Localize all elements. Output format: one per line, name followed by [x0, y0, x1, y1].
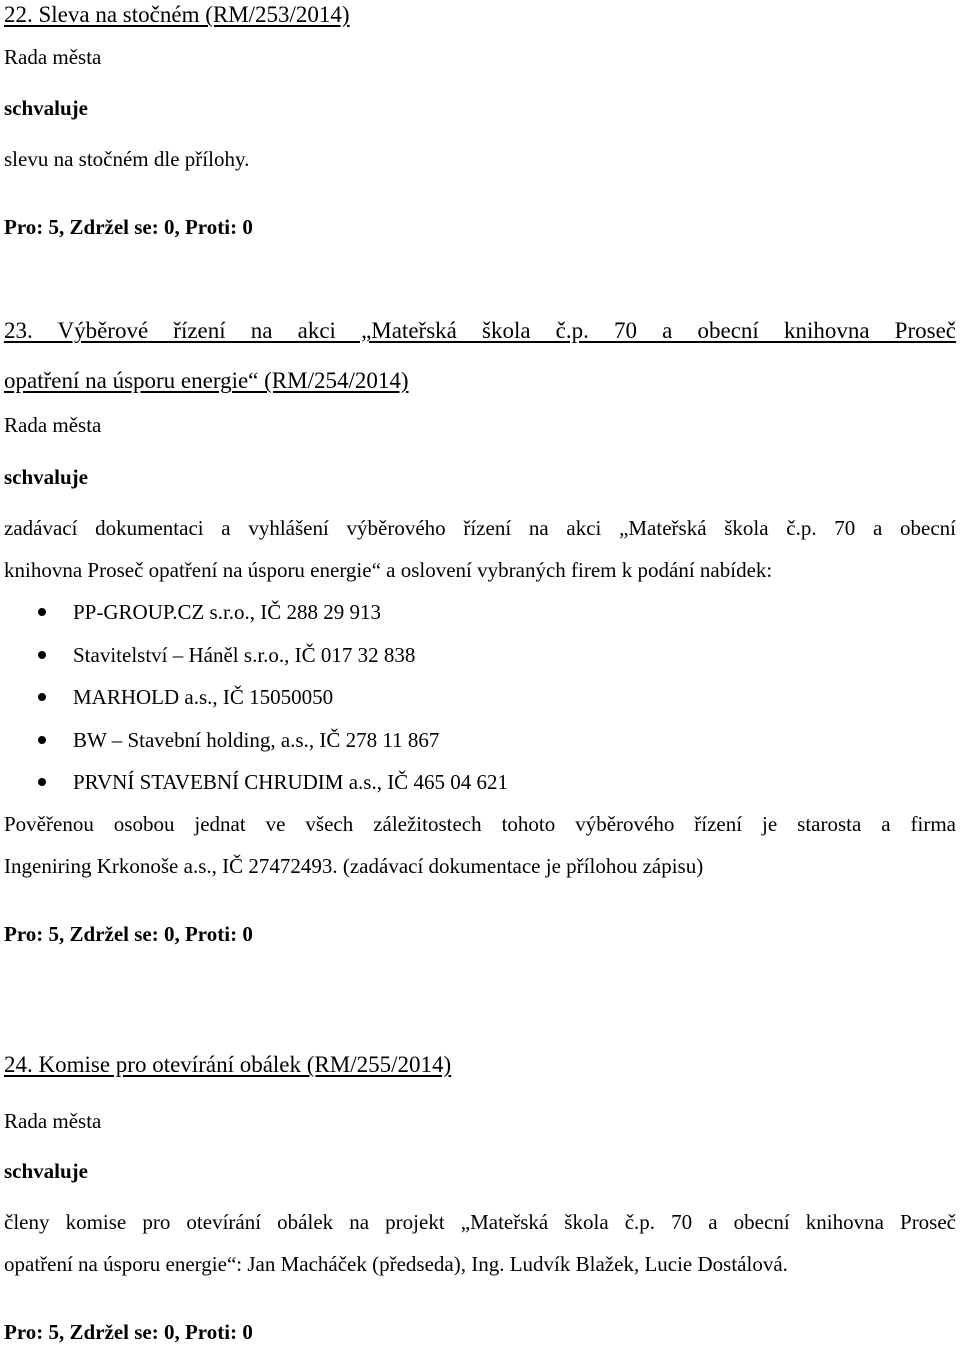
bullet-icon: [38, 608, 46, 616]
section-22-vote: Pro: 5, Zdržel se: 0, Proti: 0: [4, 215, 253, 239]
section-24-vote: Pro: 5, Zdržel se: 0, Proti: 0: [4, 1320, 253, 1344]
section-22-heading: 22. Sleva na stočném (RM/253/2014): [4, 2, 350, 27]
section-24-heading: 24. Komise pro otevírání obálek (RM/255/2014): [4, 1052, 452, 1077]
section-23-council: Rada města: [4, 413, 102, 437]
bullet-icon: [38, 778, 46, 786]
section-23-vote: Pro: 5, Zdržel se: 0, Proti: 0: [4, 922, 253, 946]
section-23-text-line1: zadávací dokumentaci a vyhlášení výběrového řízení na akci „Mateřská škola č.p. 70 a obecní: [4, 516, 956, 540]
section-24-verb: schvaluje: [4, 1159, 88, 1183]
section-22-council: Rada města: [4, 45, 102, 69]
section-23-heading-line2: opatření na úsporu energie“ (RM/254/2014): [4, 368, 409, 393]
firm-name: PRVNÍ STAVEBNÍ CHRUDIM a.s., IČ 465 04 621: [73, 770, 508, 794]
bullet-icon: [38, 693, 46, 701]
section-23-verb: schvaluje: [4, 465, 88, 489]
section-24-text-line2: opatření na úsporu energie“: Jan Macháček (předseda), Ing. Ludvík Blažek, Lucie Dostálová.: [4, 1252, 788, 1276]
firm-name: BW – Stavební holding, a.s., IČ 278 11 867: [73, 728, 440, 752]
firm-name: MARHOLD a.s., IČ 15050050: [73, 685, 334, 709]
section-22-verb: schvaluje: [4, 96, 88, 120]
firm-name: PP-GROUP.CZ s.r.o., IČ 288 29 913: [73, 600, 382, 624]
section-22-text: slevu na stočném dle přílohy.: [4, 147, 250, 171]
firm-name: Stavitelství – Háněl s.r.o., IČ 017 32 838: [73, 643, 416, 667]
section-23-heading-line1: 23. Výběrové řízení na akci „Mateřská škola č.p. 70 a obecní knihovna Proseč: [4, 318, 956, 343]
bullet-icon: [38, 736, 46, 744]
section-24-council: Rada města: [4, 1109, 102, 1133]
section-23-delegate-line1: Pověřenou osobou jednat ve všech záležitostech tohoto výběrového řízení je starosta a firma: [4, 812, 956, 836]
bullet-icon: [38, 651, 46, 659]
section-23-text-line2: knihovna Proseč opatření na úsporu energie“ a oslovení vybraných firem k podání nabídek:: [4, 558, 773, 582]
section-24-text-line1: členy komise pro otevírání obálek na projekt „Mateřská škola č.p. 70 a obecní knihovna Proseč: [4, 1210, 956, 1234]
section-23-delegate-line2: Ingeniring Krkonoše a.s., IČ 27472493. (zadávací dokumentace je přílohou zápisu): [4, 854, 704, 878]
